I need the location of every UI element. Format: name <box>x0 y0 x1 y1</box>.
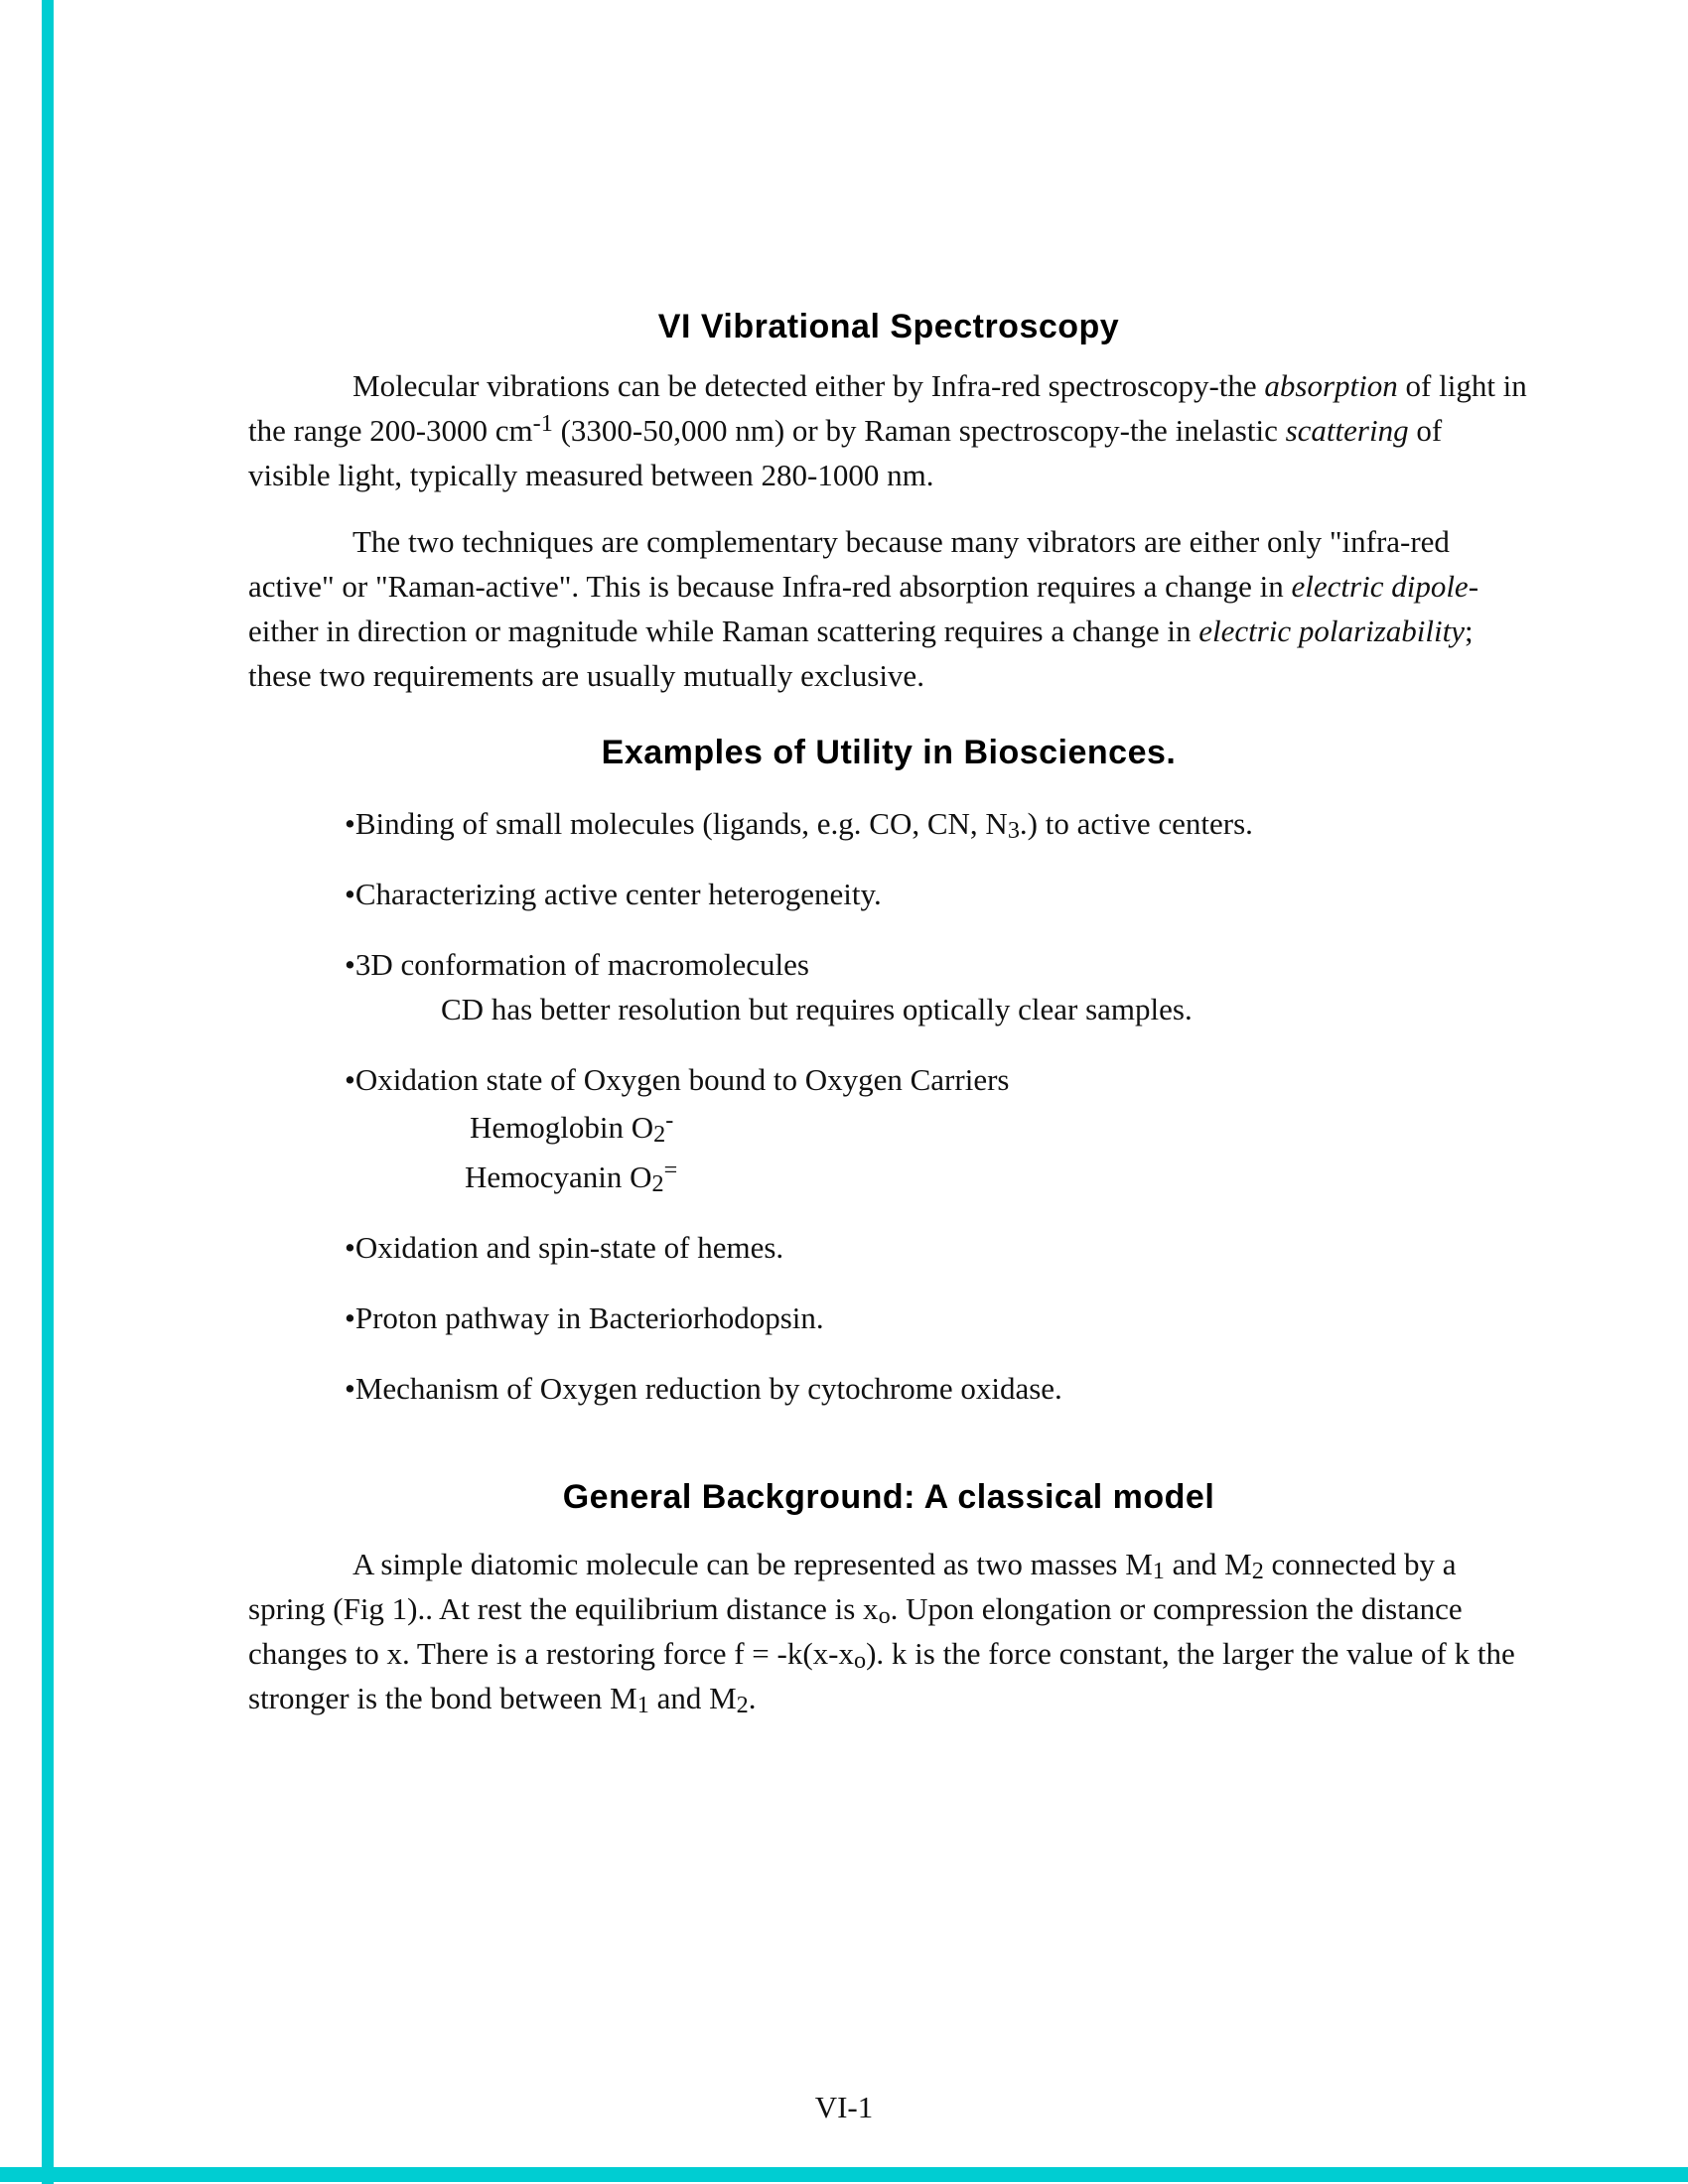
techniques-paragraph: The two techniques are complementary because many vibrators are either only "infra-red active" or "Raman-active". This is because Infra-red absorption requires a change in electric dipole-either in direction or magnitude while Raman scattering requires a change in electric polarizability; these two requirements are usually mutually exclusive. <box>248 524 1479 693</box>
bullet-3d-conformation: •3D conformation of macromolecules <box>345 947 809 982</box>
bottom-edge-accent <box>0 2167 1688 2182</box>
bullet-oxidation-state: •Oxidation state of Oxygen bound to Oxygen Carriers <box>345 1062 1010 1097</box>
bullet-cytochrome-oxidase: •Mechanism of Oxygen reduction by cytochrome oxidase. <box>345 1371 1062 1406</box>
bullet-binding: •Binding of small molecules (ligands, e.g. CO, CN, N3.) to active centers. <box>345 806 1253 845</box>
intro-paragraph: Molecular vibrations can be detected either by Infra-red spectroscopy-the absorption of light in the range 200-3000 $cm^{-1}$ (3300-50,000 nm) or by Raman spectroscopy-the inelastic scattering of visible light, typically measured between 280-1000 nm. <box>248 368 1527 492</box>
bullet-hemes: •Oxidation and spin-state of hemes. <box>345 1230 784 1265</box>
classical-model-paragraph: A simple diatomic molecule can be represented as two masses M1 and M2 connected by a spring (Fig 1).. At rest the equilibrium distance is xo. Upon elongation or compression the distance changes to x. There is a restoring force f = -k(x-xo). k is the force constant, the larger the value of k the stronger is the bond between M1 and M2. <box>248 1547 1515 1719</box>
left-edge-accent <box>42 0 54 2184</box>
bullet-heterogeneity: •Characterizing active center heterogeneity. <box>345 877 882 911</box>
section-heading-background: General Background: A classical model <box>562 1478 1215 1516</box>
hemocyanin-line: Hemocyanin O2= <box>465 1156 678 1198</box>
hemoglobin-line: Hemoglobin O2- <box>470 1106 674 1149</box>
bullet-bacteriorhodopsin: •Proton pathway in Bacteriorhodopsin. <box>345 1300 824 1335</box>
document-content <box>248 0 1529 1720</box>
document-title: VI Vibrational Spectroscopy <box>657 308 1120 345</box>
bullet-3d-note: CD has better resolution but requires optically clear samples. <box>441 992 1193 1026</box>
biosciences-bullet-list <box>248 801 1529 1411</box>
page-number: VI-1 <box>814 2090 874 2124</box>
section-heading-biosciences: Examples of Utility in Biosciences. <box>601 734 1177 771</box>
